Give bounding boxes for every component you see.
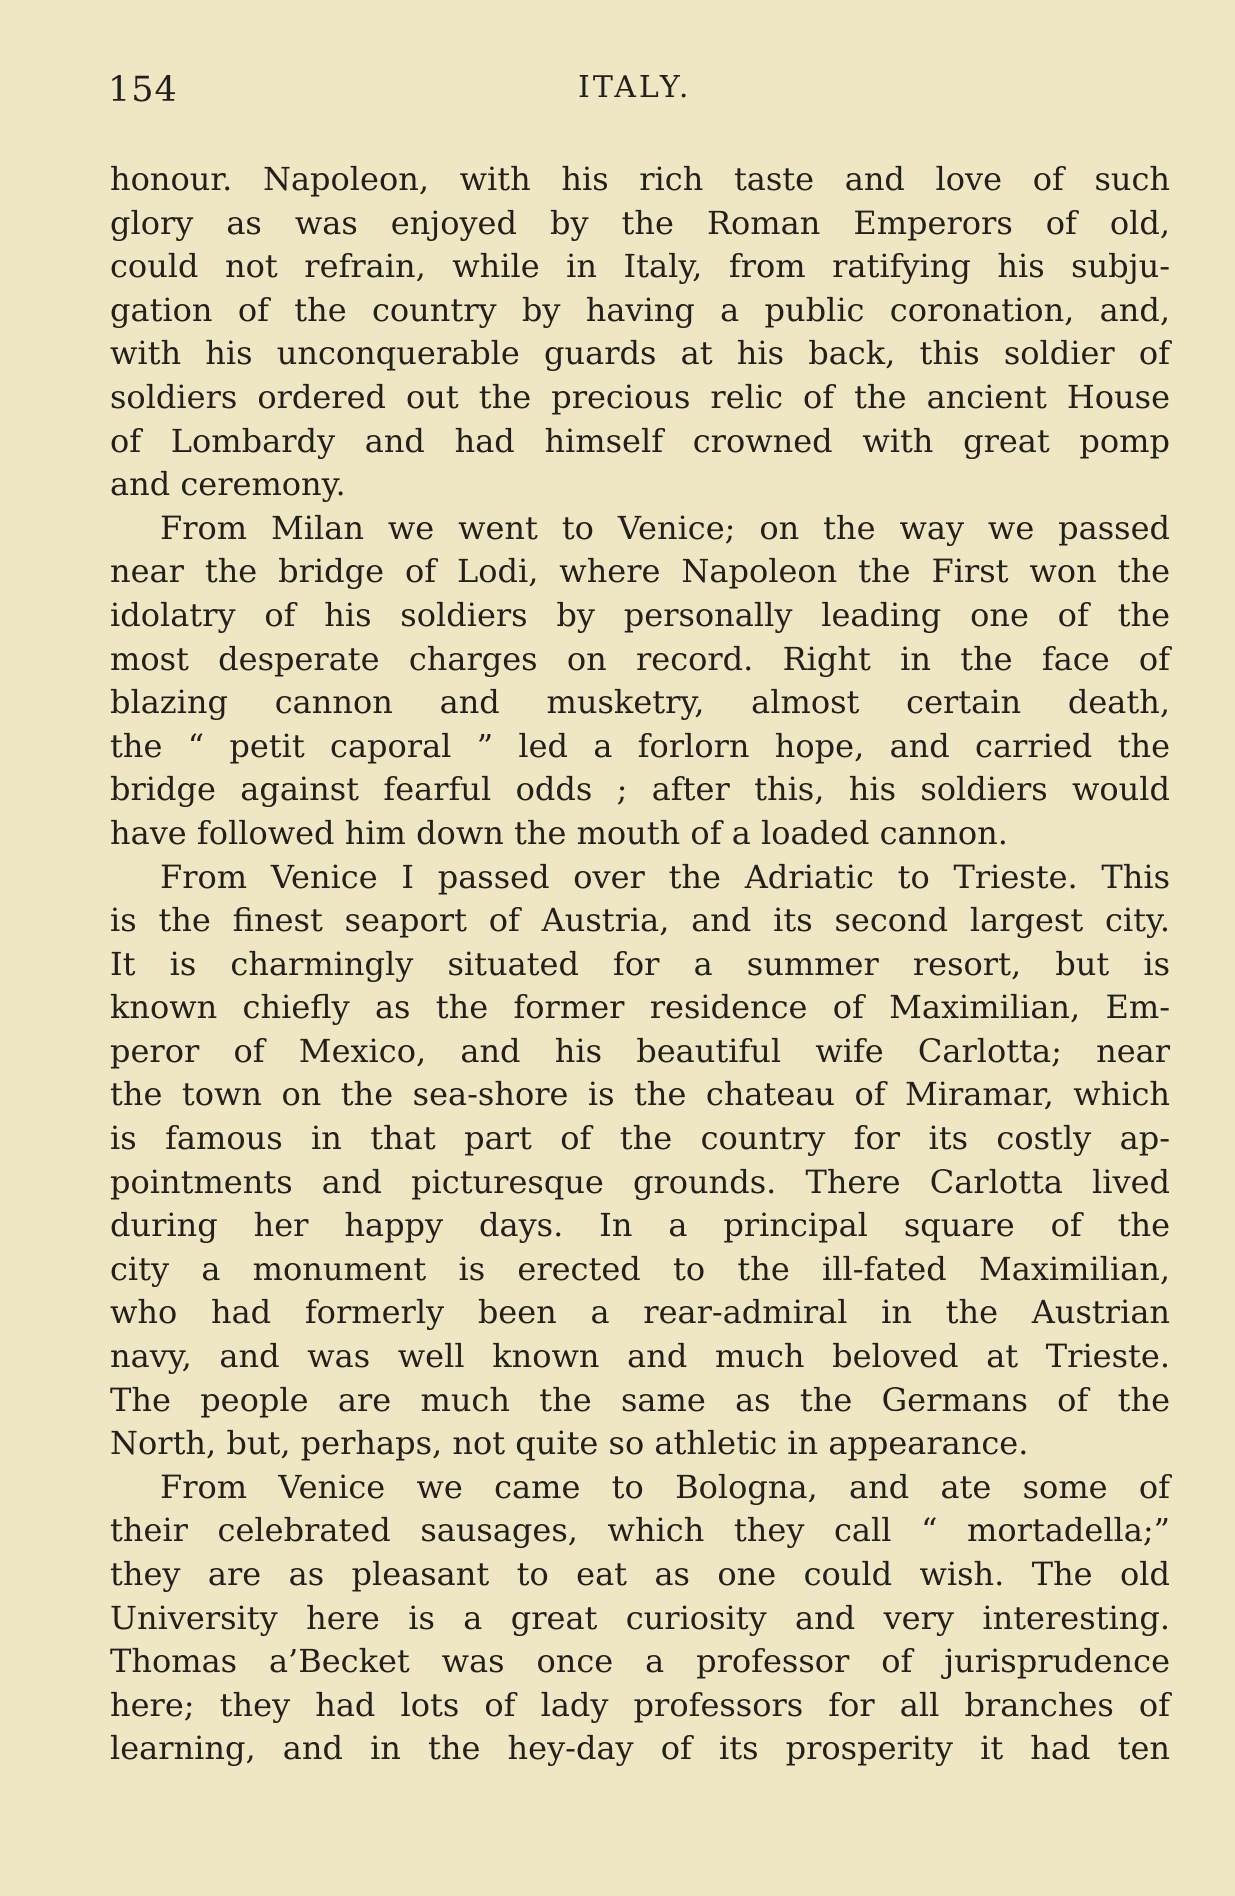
text-line: during her happy days. In a principal square of the bbox=[110, 1206, 1170, 1245]
text-line: known chiefly as the former residence of Maximilian, Em- bbox=[110, 988, 1170, 1027]
text-line: pointments and picturesque grounds. There Carlotta lived bbox=[110, 1162, 1170, 1201]
page-number: 154 bbox=[108, 70, 178, 110]
paragraph bbox=[110, 158, 1170, 507]
text-line: blazing cannon and musketry, almost certain death, bbox=[110, 683, 1170, 722]
text-line: learning, and in the hey-day of its prosperity it had ten bbox=[110, 1729, 1170, 1768]
text-line: navy, and was well known and much beloved at Trieste. bbox=[110, 1337, 1170, 1376]
text-line: of Lombardy and had himself crowned with great pomp bbox=[110, 421, 1170, 460]
text-line: gation of the country by having a public coronation, and, bbox=[110, 290, 1170, 329]
text-line: honour. Napoleon, with his rich taste and love of such bbox=[110, 160, 1170, 198]
text-line: North, but, perhaps, not quite so athletic in appearance. bbox=[110, 1424, 1029, 1463]
text-line: is the finest seaport of Austria, and its second largest city. bbox=[110, 901, 1170, 940]
text-line: soldiers ordered out the precious relic of the ancient House bbox=[110, 377, 1170, 416]
text-line: who had formerly been a rear-admiral in the Austrian bbox=[110, 1293, 1170, 1332]
text-line: peror of Mexico, and his beautiful wife Carlotta; near bbox=[110, 1031, 1170, 1070]
text-line: the “ petit caporal ” led a forlorn hope, and carried the bbox=[110, 726, 1170, 765]
text-line: University here is a great curiosity and very interesting. bbox=[110, 1598, 1170, 1637]
text-line: their celebrated sausages, which they call “ mortadella;” bbox=[110, 1511, 1170, 1550]
text-line: with his unconquerable guards at his back, this soldier of bbox=[110, 334, 1170, 373]
paragraph bbox=[110, 1466, 1170, 1771]
text-line: the town on the sea-shore is the chateau of Miramar, which bbox=[110, 1075, 1170, 1114]
running-head: ITALY. bbox=[578, 70, 692, 105]
page-header bbox=[108, 70, 1170, 120]
text-line: here; they had lots of lady professors for all branches of bbox=[110, 1685, 1170, 1724]
text-line: idolatry of his soldiers by personally leading one of the bbox=[110, 595, 1170, 634]
text-line: From Venice we came to Bologna, and ate some of bbox=[160, 1467, 1170, 1506]
text-line: have followed him down the mouth of a loaded cannon. bbox=[110, 813, 1008, 852]
paragraph bbox=[110, 507, 1170, 856]
paragraph bbox=[110, 856, 1170, 1466]
text-line: It is charmingly situated for a summer resort, but is bbox=[110, 944, 1170, 983]
text-line: they are as pleasant to eat as one could wish. The old bbox=[110, 1555, 1170, 1593]
text-line: glory as was enjoyed by the Roman Emperors of old, bbox=[110, 203, 1170, 242]
text-line: From Milan we went to Venice; on the way we passed bbox=[160, 508, 1170, 547]
text-line: bridge against fearful odds ; after this, his soldiers would bbox=[110, 770, 1170, 809]
text-line: is famous in that part of the country for its costly ap- bbox=[110, 1119, 1170, 1158]
text-line: could not refrain, while in Italy, from ratifying his subju- bbox=[110, 247, 1170, 286]
text-line: The people are much the same as the Germans of the bbox=[110, 1380, 1170, 1419]
text-line: most desperate charges on record. Right in the face of bbox=[110, 639, 1170, 678]
text-line: near the bridge of Lodi, where Napoleon the First won the bbox=[110, 552, 1170, 591]
text-line: and ceremony. bbox=[110, 465, 346, 504]
text-line: From Venice I passed over the Adriatic to Trieste. This bbox=[160, 857, 1170, 896]
body-text bbox=[110, 158, 1170, 1771]
text-line: city a monument is erected to the ill-fated Maximilian, bbox=[110, 1249, 1170, 1288]
text-line: Thomas a’Becket was once a professor of jurisprudence bbox=[110, 1642, 1170, 1681]
